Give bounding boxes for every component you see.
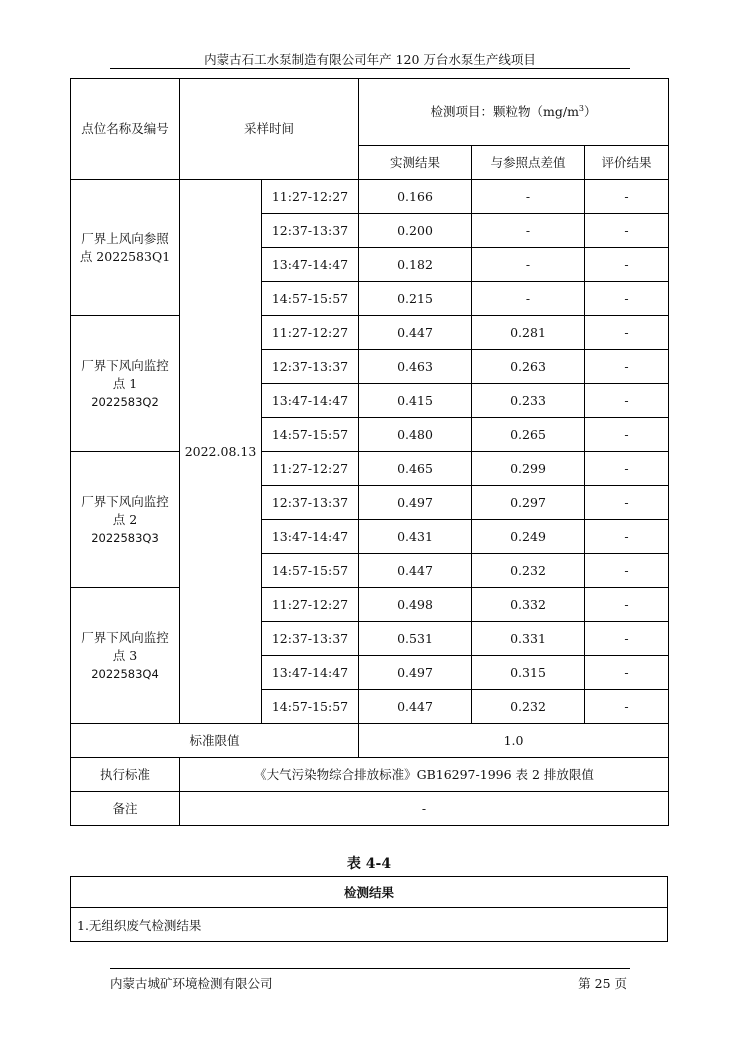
cell-eval: - <box>585 588 669 622</box>
cell-result: 0.447 <box>359 690 472 724</box>
cell-eval: - <box>585 350 669 384</box>
cell-eval: - <box>585 418 669 452</box>
summary-item: 1.无组织废气检测结果 <box>71 908 668 942</box>
col-header-eval: 评价结果 <box>585 146 669 180</box>
cell-time: 13:47-14:47 <box>262 656 359 690</box>
table-caption: 表 4-4 <box>346 856 392 872</box>
cell-eval: - <box>585 452 669 486</box>
cell-diff: 0.263 <box>472 350 585 384</box>
page-header-title: 内蒙古石工水泵制造有限公司年产 120 万台水泵生产线项目 <box>204 52 536 67</box>
cell-diff: 0.332 <box>472 588 585 622</box>
point-name-line: 点 2022583Q1 <box>79 248 171 264</box>
point-name-line: 点 2 <box>112 511 138 527</box>
cell-result: 0.447 <box>359 316 472 350</box>
cell-eval: - <box>585 282 669 316</box>
cell-result: 0.497 <box>359 656 472 690</box>
footer-divider <box>110 968 630 969</box>
pollutant-suffix: ） <box>584 104 597 119</box>
cell-time: 13:47-14:47 <box>262 384 359 418</box>
cell-diff: 0.249 <box>472 520 585 554</box>
header-divider <box>110 68 630 69</box>
particulate-results-table <box>70 78 669 826</box>
point-name-line: 点 1 <box>112 375 138 391</box>
point-name <box>71 316 180 452</box>
cell-time: 11:27-12:27 <box>262 316 359 350</box>
cell-time: 14:57-15:57 <box>262 554 359 588</box>
point-name-line: 厂界下风向监控 <box>81 493 169 509</box>
cell-time: 14:57-15:57 <box>262 690 359 724</box>
cell-result: 0.182 <box>359 248 472 282</box>
cell-diff: 0.281 <box>472 316 585 350</box>
col-header-point: 点位名称及编号 <box>71 79 180 180</box>
standard-label: 执行标准 <box>71 758 180 792</box>
cell-eval: - <box>585 248 669 282</box>
col-header-time: 采样时间 <box>180 79 359 180</box>
note-value: - <box>180 792 669 826</box>
cell-diff: - <box>472 282 585 316</box>
cell-diff: 0.232 <box>472 690 585 724</box>
cell-eval: - <box>585 690 669 724</box>
cell-diff: 0.297 <box>472 486 585 520</box>
cell-eval: - <box>585 520 669 554</box>
point-name-line: 厂界上风向参照 <box>81 230 169 246</box>
cell-time: 14:57-15:57 <box>262 418 359 452</box>
cell-diff: - <box>472 248 585 282</box>
cell-eval: - <box>585 486 669 520</box>
cell-time: 12:37-13:37 <box>262 486 359 520</box>
point-name-line: 厂界下风向监控 <box>81 357 169 373</box>
cell-result: 0.431 <box>359 520 472 554</box>
point-name <box>71 588 180 724</box>
point-name <box>71 180 180 316</box>
cell-diff: 0.315 <box>472 656 585 690</box>
cell-eval: - <box>585 214 669 248</box>
cell-result: 0.498 <box>359 588 472 622</box>
cell-diff: 0.299 <box>472 452 585 486</box>
results-summary-table <box>70 876 668 942</box>
cell-result: 0.415 <box>359 384 472 418</box>
point-name-line: 点 3 <box>112 647 138 663</box>
cell-result: 0.465 <box>359 452 472 486</box>
col-header-pollutant <box>359 79 669 146</box>
note-label: 备注 <box>71 792 180 826</box>
cell-time: 12:37-13:37 <box>262 214 359 248</box>
cell-result: 0.200 <box>359 214 472 248</box>
point-name-line: 2022583Q3 <box>91 530 159 545</box>
cell-diff: 0.232 <box>472 554 585 588</box>
cell-eval: - <box>585 316 669 350</box>
cell-result: 0.166 <box>359 180 472 214</box>
table-row <box>71 588 669 622</box>
col-header-diff: 与参照点差值 <box>472 146 585 180</box>
cell-eval: - <box>585 622 669 656</box>
cell-time: 11:27-12:27 <box>262 588 359 622</box>
footer-company: 内蒙古城矿环境检测有限公司 <box>110 976 273 991</box>
limit-value: 1.0 <box>359 724 669 758</box>
cell-diff: 0.265 <box>472 418 585 452</box>
limit-label: 标准限值 <box>71 724 359 758</box>
cell-time: 11:27-12:27 <box>262 180 359 214</box>
cell-time: 12:37-13:37 <box>262 350 359 384</box>
cell-result: 0.447 <box>359 554 472 588</box>
cell-time: 14:57-15:57 <box>262 282 359 316</box>
summary-heading: 检测结果 <box>71 877 668 908</box>
cell-result: 0.463 <box>359 350 472 384</box>
standard-value: 《大气污染物综合排放标准》GB16297-1996 表 2 排放限值 <box>180 758 669 792</box>
pollutant-unit-sup: 3 <box>578 103 585 113</box>
cell-result: 0.215 <box>359 282 472 316</box>
table-row <box>71 180 669 214</box>
cell-result: 0.480 <box>359 418 472 452</box>
cell-time: 13:47-14:47 <box>262 520 359 554</box>
cell-diff: - <box>472 214 585 248</box>
cell-diff: - <box>472 180 585 214</box>
cell-time: 11:27-12:27 <box>262 452 359 486</box>
cell-result: 0.531 <box>359 622 472 656</box>
cell-time: 13:47-14:47 <box>262 248 359 282</box>
table-row <box>71 452 669 486</box>
cell-eval: - <box>585 180 669 214</box>
cell-eval: - <box>585 554 669 588</box>
table-row <box>71 316 669 350</box>
footer-page-number: 第 25 页 <box>578 976 627 991</box>
pollutant-prefix: 检测项目：颗粒物（mg/m <box>430 104 579 119</box>
cell-diff: 0.233 <box>472 384 585 418</box>
sampling-date: 2022.08.13 <box>180 180 262 724</box>
point-name-line: 2022583Q2 <box>91 394 159 409</box>
cell-eval: - <box>585 384 669 418</box>
col-header-result: 实测结果 <box>359 146 472 180</box>
point-name-line: 2022583Q4 <box>91 666 159 681</box>
cell-result: 0.497 <box>359 486 472 520</box>
cell-eval: - <box>585 656 669 690</box>
point-name <box>71 452 180 588</box>
cell-time: 12:37-13:37 <box>262 622 359 656</box>
point-name-line: 厂界下风向监控 <box>81 629 169 645</box>
cell-diff: 0.331 <box>472 622 585 656</box>
